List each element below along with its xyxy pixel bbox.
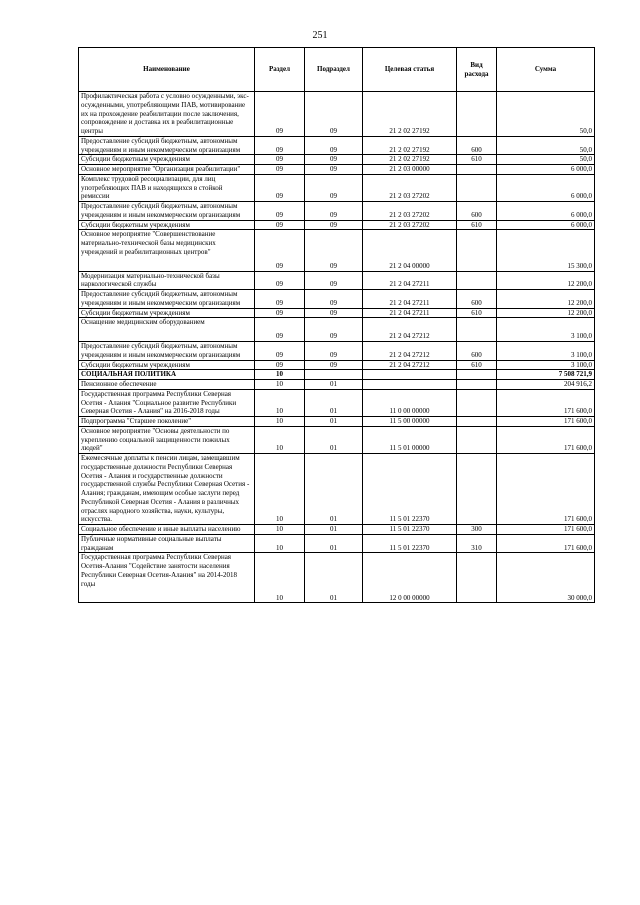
row-section-cell: 10 [255, 534, 305, 553]
row-name-cell: Государственная программа Республики Северная Осетия - Алания "Социальное развитие Республики Северная Осетия - Алания" на 2016-2018 годы [79, 389, 255, 416]
table-body [79, 92, 595, 603]
row-expense-type-cell [457, 230, 497, 271]
table-row [79, 308, 595, 318]
row-name-cell: Модернизация материально-технической базы наркологической службы [79, 271, 255, 290]
row-name-cell: Комплекс трудовой ресоциализации, для лиц употребляющих ПАВ и находящихся в стойкой ремиссии [79, 174, 255, 201]
row-amount-cell: 12 200,0 [497, 271, 595, 290]
row-expense-type-cell [457, 318, 497, 342]
row-expense-type-cell: 610 [457, 308, 497, 318]
row-expense-type-cell: 610 [457, 155, 497, 165]
table-row [79, 553, 595, 603]
row-section-cell: 10 [255, 417, 305, 427]
row-expense-type-cell: 610 [457, 360, 497, 370]
row-amount-cell: 30 000,0 [497, 553, 595, 603]
row-expense-type-cell [457, 553, 497, 603]
row-target-cell: 21 2 03 00000 [363, 165, 457, 175]
row-target-cell: 11 5 01 22370 [363, 454, 457, 525]
row-section-cell: 10 [255, 454, 305, 525]
table-row [79, 202, 595, 221]
row-amount-cell: 171 600,0 [497, 534, 595, 553]
row-section-cell: 09 [255, 342, 305, 361]
row-amount-cell: 12 200,0 [497, 308, 595, 318]
row-expense-type-cell [457, 426, 497, 453]
row-section-cell: 10 [255, 525, 305, 535]
table-row [79, 174, 595, 201]
header-subsection: Подраздел [305, 48, 363, 92]
row-expense-type-cell [457, 165, 497, 175]
table-row [79, 271, 595, 290]
row-subsection-cell: 01 [305, 534, 363, 553]
budget-table [78, 47, 595, 603]
row-section-cell: 09 [255, 230, 305, 271]
row-amount-cell: 6 000,0 [497, 165, 595, 175]
table-row [79, 92, 595, 137]
row-expense-type-cell [457, 389, 497, 416]
row-name-cell: Предоставление субсидий бюджетным, автономным учреждениям и иным некоммерческим организациям [79, 136, 255, 155]
row-subsection-cell: 09 [305, 155, 363, 165]
row-amount-cell: 171 600,0 [497, 417, 595, 427]
row-target-cell: 11 5 01 22370 [363, 534, 457, 553]
row-name-cell: СОЦИАЛЬНАЯ ПОЛИТИКА [79, 370, 255, 380]
row-name-cell: Оснащение медицинским оборудованием [79, 318, 255, 342]
table-row [79, 525, 595, 535]
row-amount-cell: 50,0 [497, 92, 595, 137]
table-row [79, 534, 595, 553]
row-section-cell: 09 [255, 174, 305, 201]
row-expense-type-cell [457, 92, 497, 137]
row-name-cell: Государственная программа Республики Северная Осетия-Алания "Содействие занятости населения Республики Северная Осетия-Алания" на 2014-2018 годы [79, 553, 255, 603]
row-expense-type-cell: 600 [457, 342, 497, 361]
row-name-cell: Ежемесячные доплаты к пенсии лицам, замещавшим государственные должности Республики Северная Осетия - Алания и государственные должности государственной службы Республики Северная Осетия - Алания; гражданам, имеющим особые заслуги перед Республикой Северная Осетия - Алания в различных отраслях народного хозяйства, науки, культуры, искусства. [79, 454, 255, 525]
row-subsection-cell: 09 [305, 174, 363, 201]
row-name-cell: Субсидии бюджетным учреждениям [79, 360, 255, 370]
table-row [79, 370, 595, 380]
row-target-cell: 11 5 01 22370 [363, 525, 457, 535]
row-subsection-cell: 01 [305, 553, 363, 603]
row-section-cell: 09 [255, 165, 305, 175]
table-row [79, 360, 595, 370]
page-number: 251 [312, 30, 328, 41]
row-expense-type-cell [457, 417, 497, 427]
row-subsection-cell: 09 [305, 290, 363, 309]
row-subsection-cell: 09 [305, 165, 363, 175]
table-row [79, 426, 595, 453]
row-target-cell: 21 2 04 27212 [363, 318, 457, 342]
row-name-cell: Подпрограмма "Старшее поколение" [79, 417, 255, 427]
row-subsection-cell: 09 [305, 271, 363, 290]
row-amount-cell: 6 000,0 [497, 220, 595, 230]
table-header-row [79, 48, 595, 92]
row-subsection-cell: 01 [305, 454, 363, 525]
table-row [79, 165, 595, 175]
row-target-cell: 21 2 02 27192 [363, 136, 457, 155]
header-name: Наименование [79, 48, 255, 92]
row-amount-cell: 3 100,0 [497, 360, 595, 370]
row-subsection-cell: 09 [305, 342, 363, 361]
row-section-cell: 09 [255, 290, 305, 309]
row-expense-type-cell [457, 380, 497, 390]
row-subsection-cell: 01 [305, 525, 363, 535]
row-section-cell: 10 [255, 426, 305, 453]
row-target-cell: 21 2 03 27202 [363, 174, 457, 201]
row-subsection-cell: 01 [305, 417, 363, 427]
row-expense-type-cell [457, 370, 497, 380]
row-target-cell: 11 5 01 00000 [363, 426, 457, 453]
table-row [79, 290, 595, 309]
row-name-cell: Основное мероприятие "Организация реабилитации" [79, 165, 255, 175]
table-row [79, 342, 595, 361]
header-expense-type: Вид расхода [457, 48, 497, 92]
row-target-cell [363, 380, 457, 390]
row-expense-type-cell [457, 271, 497, 290]
row-target-cell: 21 2 04 27212 [363, 342, 457, 361]
table-row [79, 380, 595, 390]
row-name-cell: Основное мероприятие "Основы деятельности по укреплению социальной защищенности пожилых людей" [79, 426, 255, 453]
row-name-cell: Субсидии бюджетным учреждениям [79, 155, 255, 165]
row-section-cell: 10 [255, 370, 305, 380]
table-row [79, 454, 595, 525]
table-row [79, 318, 595, 342]
row-section-cell: 09 [255, 136, 305, 155]
row-amount-cell: 50,0 [497, 155, 595, 165]
row-amount-cell: 15 300,0 [497, 230, 595, 271]
row-section-cell: 10 [255, 389, 305, 416]
row-section-cell: 10 [255, 553, 305, 603]
row-target-cell: 21 2 02 27192 [363, 155, 457, 165]
row-target-cell: 21 2 04 27211 [363, 271, 457, 290]
row-name-cell: Предоставление субсидий бюджетным, автономным учреждениям и иным некоммерческим организациям [79, 290, 255, 309]
row-target-cell: 21 2 02 27192 [363, 92, 457, 137]
row-expense-type-cell: 600 [457, 136, 497, 155]
row-expense-type-cell: 310 [457, 534, 497, 553]
row-subsection-cell: 09 [305, 230, 363, 271]
table-row [79, 136, 595, 155]
row-subsection-cell: 09 [305, 308, 363, 318]
row-section-cell: 09 [255, 155, 305, 165]
row-expense-type-cell [457, 174, 497, 201]
table-row [79, 220, 595, 230]
row-expense-type-cell: 610 [457, 220, 497, 230]
row-target-cell: 21 2 03 27202 [363, 220, 457, 230]
row-subsection-cell: 09 [305, 318, 363, 342]
row-subsection-cell: 09 [305, 220, 363, 230]
row-section-cell: 09 [255, 220, 305, 230]
row-name-cell: Субсидии бюджетным учреждениям [79, 308, 255, 318]
table-row [79, 230, 595, 271]
row-subsection-cell: 01 [305, 380, 363, 390]
row-expense-type-cell: 600 [457, 202, 497, 221]
row-expense-type-cell [457, 454, 497, 525]
row-amount-cell: 3 100,0 [497, 342, 595, 361]
header-target: Целевая статья [363, 48, 457, 92]
row-name-cell: Основное мероприятие "Совершенствование материально-технической базы медицинских учреждений и реабилитационных центров" [79, 230, 255, 271]
row-subsection-cell: 01 [305, 389, 363, 416]
row-subsection-cell: 09 [305, 202, 363, 221]
row-section-cell: 10 [255, 380, 305, 390]
row-name-cell: Предоставление субсидий бюджетным, автономным учреждениям и иным некоммерческим организациям [79, 202, 255, 221]
row-amount-cell: 50,0 [497, 136, 595, 155]
row-amount-cell: 3 100,0 [497, 318, 595, 342]
row-name-cell: Профилактическая работа с условно осужденными, экс-осужденными, употребляющими ПАВ, мотивирование их на прохождение реабилитации после заключения, сопровождение и доставка их в реабилитационные центры [79, 92, 255, 137]
row-target-cell: 21 2 04 27211 [363, 290, 457, 309]
row-target-cell: 21 2 03 27202 [363, 202, 457, 221]
row-subsection-cell: 01 [305, 426, 363, 453]
row-amount-cell: 6 000,0 [497, 174, 595, 201]
row-amount-cell: 204 916,2 [497, 380, 595, 390]
row-subsection-cell: 09 [305, 136, 363, 155]
table-row [79, 389, 595, 416]
row-name-cell: Социальное обеспечение и иные выплаты населению [79, 525, 255, 535]
row-subsection-cell: 09 [305, 360, 363, 370]
row-target-cell [363, 370, 457, 380]
row-section-cell: 09 [255, 92, 305, 137]
table-row [79, 155, 595, 165]
table-row [79, 417, 595, 427]
row-subsection-cell: 09 [305, 92, 363, 137]
row-section-cell: 09 [255, 318, 305, 342]
row-target-cell: 21 2 04 27211 [363, 308, 457, 318]
row-section-cell: 09 [255, 308, 305, 318]
row-expense-type-cell: 600 [457, 290, 497, 309]
header-amount: Сумма [497, 48, 595, 92]
row-section-cell: 09 [255, 360, 305, 370]
row-amount-cell: 171 600,0 [497, 389, 595, 416]
row-amount-cell: 6 000,0 [497, 202, 595, 221]
row-target-cell: 21 2 04 27212 [363, 360, 457, 370]
row-target-cell: 11 0 00 00000 [363, 389, 457, 416]
row-amount-cell: 12 200,0 [497, 290, 595, 309]
row-name-cell: Пенсионное обеспечение [79, 380, 255, 390]
row-name-cell: Предоставление субсидий бюджетным, автономным учреждениям и иным некоммерческим организациям [79, 342, 255, 361]
row-target-cell: 12 0 00 00000 [363, 553, 457, 603]
row-amount-cell: 171 600,0 [497, 454, 595, 525]
row-section-cell: 09 [255, 202, 305, 221]
row-subsection-cell [305, 370, 363, 380]
row-name-cell: Публичные нормативные социальные выплаты гражданам [79, 534, 255, 553]
row-target-cell: 11 5 00 00000 [363, 417, 457, 427]
row-expense-type-cell: 300 [457, 525, 497, 535]
row-name-cell: Субсидии бюджетным учреждениям [79, 220, 255, 230]
row-target-cell: 21 2 04 00000 [363, 230, 457, 271]
row-amount-cell: 7 508 721,9 [497, 370, 595, 380]
row-amount-cell: 171 600,0 [497, 426, 595, 453]
row-section-cell: 09 [255, 271, 305, 290]
header-section: Раздел [255, 48, 305, 92]
row-amount-cell: 171 600,0 [497, 525, 595, 535]
